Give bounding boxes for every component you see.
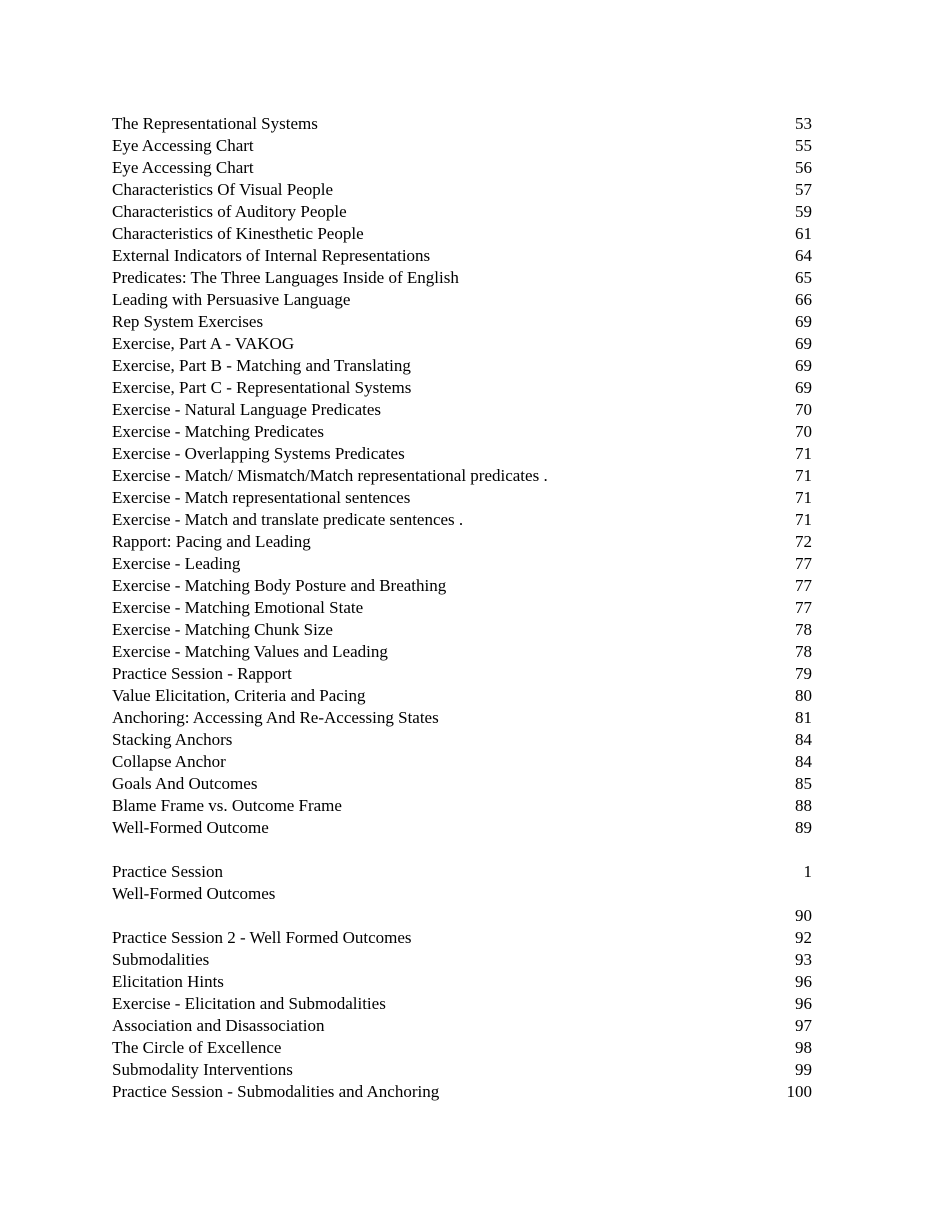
toc-entry-title: Exercise - Matching Emotional State (112, 598, 364, 617)
toc-entry-page-number: 69 (795, 334, 812, 353)
toc-entry-title: Goals And Outcomes (112, 774, 258, 793)
toc-entry-title: Stacking Anchors (112, 730, 233, 749)
toc-entry-page-number: 53 (795, 114, 812, 133)
toc-entry-title: Anchoring: Accessing And Re-Accessing States (112, 708, 439, 727)
toc-entry (112, 135, 812, 157)
toc-entry (112, 1059, 812, 1081)
toc-entry-title: Blame Frame vs. Outcome Frame (112, 796, 342, 815)
toc-entry-title: Characteristics Of Visual People (112, 180, 334, 199)
toc-entry-title: Practice Session 2 - Well Formed Outcomes (112, 928, 412, 947)
toc-entry-page-number: 78 (795, 620, 812, 639)
toc-entry-page-number: 84 (795, 752, 812, 771)
toc-entry-page-number: 88 (795, 796, 812, 815)
toc-entry-page-number: 98 (795, 1038, 812, 1057)
toc-entry-title: Rapport: Pacing and Leading (112, 532, 311, 551)
toc-entry-page-number: 69 (795, 378, 812, 397)
toc-entry-page-number: 77 (795, 554, 812, 573)
toc-entry (112, 883, 812, 905)
toc-entry-page-number: 84 (795, 730, 812, 749)
toc-entry-page-number: 61 (795, 224, 812, 243)
toc-entry (112, 971, 812, 993)
toc-entry-page-number: 66 (795, 290, 812, 309)
toc-entry (112, 817, 812, 839)
toc-entry-page-number: 99 (795, 1060, 812, 1079)
toc-entry-title: Value Elicitation, Criteria and Pacing (112, 686, 366, 705)
toc-entry-title: Eye Accessing Chart (112, 136, 254, 155)
toc-entry-title: Exercise - Matching Values and Leading (112, 642, 388, 661)
toc-entry-title: Practice Session - Submodalities and Anchoring (112, 1082, 440, 1101)
toc-entry-title: External Indicators of Internal Representations (112, 246, 431, 265)
toc-entry-page-number: 65 (795, 268, 812, 287)
toc-entry-page-number: 69 (795, 356, 812, 375)
toc-entry (112, 289, 812, 311)
toc-entry-page-number: 77 (795, 598, 812, 617)
toc-entry-page-number: 79 (795, 664, 812, 683)
toc-entry (112, 575, 812, 597)
toc-entry-title: Exercise - Matching Chunk Size (112, 620, 333, 639)
toc-entry-title: Leading with Persuasive Language (112, 290, 351, 309)
toc-entry-page-number: 69 (795, 312, 812, 331)
toc-entry (112, 487, 812, 509)
toc-entry (112, 619, 812, 641)
toc-entry-title: Well-Formed Outcome (112, 818, 269, 837)
toc-entry-title: Exercise - Overlapping Systems Predicates (112, 444, 405, 463)
toc-entry-page-number: 78 (795, 642, 812, 661)
toc-entry-title: Exercise - Match representational sentences (112, 488, 411, 507)
toc-entry-page-number: 55 (795, 136, 812, 155)
toc-entry (112, 905, 812, 927)
toc-entry-page-number: 80 (795, 686, 812, 705)
toc-entry (112, 949, 812, 971)
toc-entry-page-number: 85 (795, 774, 812, 793)
toc-entry-page-number: 70 (795, 422, 812, 441)
toc-entry-title: The Circle of Excellence (112, 1038, 282, 1057)
toc-entry (112, 641, 812, 663)
toc-entry (112, 443, 812, 465)
toc-entry-page-number: 97 (795, 1016, 812, 1035)
toc-entry (112, 1037, 812, 1059)
toc-entry-page-number: 93 (795, 950, 812, 969)
toc-entry-title: Exercise - Natural Language Predicates (112, 400, 382, 419)
toc-entry (112, 1081, 812, 1103)
toc-entry (112, 663, 812, 685)
toc-entry-page-number: 100 (786, 1082, 812, 1101)
toc-entry (112, 465, 812, 487)
toc-entry-page-number: 71 (795, 466, 812, 485)
toc-entry-page-number: 71 (795, 510, 812, 529)
toc-entry-title: Exercise, Part C - Representational Systems (112, 378, 412, 397)
toc-entry (112, 707, 812, 729)
toc-entry-page-number: 71 (795, 444, 812, 463)
toc-entry (112, 729, 812, 751)
toc-entry (112, 201, 812, 223)
toc-entry (112, 399, 812, 421)
toc-entry-page-number: 77 (795, 576, 812, 595)
toc-entry-page-number: 70 (795, 400, 812, 419)
toc-entry-page-number: 81 (795, 708, 812, 727)
toc-entry-title: Exercise - Matching Body Posture and Breathing (112, 576, 447, 595)
toc-entry (112, 553, 812, 575)
toc-entry-page-number: 1 (803, 862, 812, 881)
toc-entry-title: Association and Disassociation (112, 1016, 325, 1035)
toc-entry (112, 993, 812, 1015)
toc-entry-title: Predicates: The Three Languages Inside of English (112, 268, 459, 287)
toc-entry-page-number: 71 (795, 488, 812, 507)
toc-entry (112, 223, 812, 245)
toc-entry (112, 531, 812, 553)
toc-entry (112, 1015, 812, 1037)
toc-entry-title: Submodality Interventions (112, 1060, 293, 1079)
toc-entry-title: Collapse Anchor (112, 752, 226, 771)
toc-entry (112, 751, 812, 773)
toc-entry (112, 245, 812, 267)
toc-entry-page-number: 96 (795, 994, 812, 1013)
toc-entry-title: Exercise - Elicitation and Submodalities (112, 994, 386, 1013)
toc-entry-title: Exercise, Part B - Matching and Translating (112, 356, 411, 375)
toc-entry-title: Rep System Exercises (112, 312, 264, 331)
table-of-contents (112, 113, 812, 1103)
toc-entry (112, 311, 812, 333)
toc-entry-title: Exercise - Leading (112, 554, 241, 573)
toc-entry (112, 795, 812, 817)
toc-entry-page-number: 57 (795, 180, 812, 199)
toc-entry-title: Exercise - Match and translate predicate sentences . (112, 510, 464, 529)
toc-entry-title: Exercise - Matching Predicates (112, 422, 324, 441)
toc-entry (112, 839, 812, 861)
toc-entry (112, 509, 812, 531)
toc-entry-title: Elicitation Hints (112, 972, 224, 991)
toc-entry-page-number: 89 (795, 818, 812, 837)
toc-entry (112, 113, 812, 135)
toc-entry (112, 421, 812, 443)
toc-entry (112, 773, 812, 795)
toc-entry-title: Practice Session (112, 862, 223, 881)
toc-entry-title: Eye Accessing Chart (112, 158, 254, 177)
toc-entry (112, 685, 812, 707)
toc-entry-title: Exercise, Part A - VAKOG (112, 334, 295, 353)
toc-entry (112, 377, 812, 399)
toc-entry-title: Well-Formed Outcomes (112, 884, 276, 903)
toc-entry-page-number: 64 (795, 246, 812, 265)
toc-entry-title: Practice Session - Rapport (112, 664, 292, 683)
toc-entry-page-number: 96 (795, 972, 812, 991)
toc-entry-title: Characteristics of Kinesthetic People (112, 224, 364, 243)
toc-entry (112, 157, 812, 179)
toc-entry-title: Characteristics of Auditory People (112, 202, 347, 221)
toc-entry (112, 861, 812, 883)
toc-entry-title: Exercise - Match/ Mismatch/Match representational predicates . (112, 466, 548, 485)
toc-entry-page-number: 59 (795, 202, 812, 221)
toc-entry-page-number: 92 (795, 928, 812, 947)
toc-entry-title: The Representational Systems (112, 114, 318, 133)
toc-entry (112, 355, 812, 377)
toc-entry (112, 179, 812, 201)
toc-entry-page-number: 56 (795, 158, 812, 177)
toc-entry-page-number: 72 (795, 532, 812, 551)
toc-entry (112, 927, 812, 949)
toc-entry (112, 597, 812, 619)
toc-entry (112, 267, 812, 289)
toc-entry (112, 333, 812, 355)
toc-entry-page-number: 90 (795, 906, 812, 925)
toc-entry-title: Submodalities (112, 950, 210, 969)
